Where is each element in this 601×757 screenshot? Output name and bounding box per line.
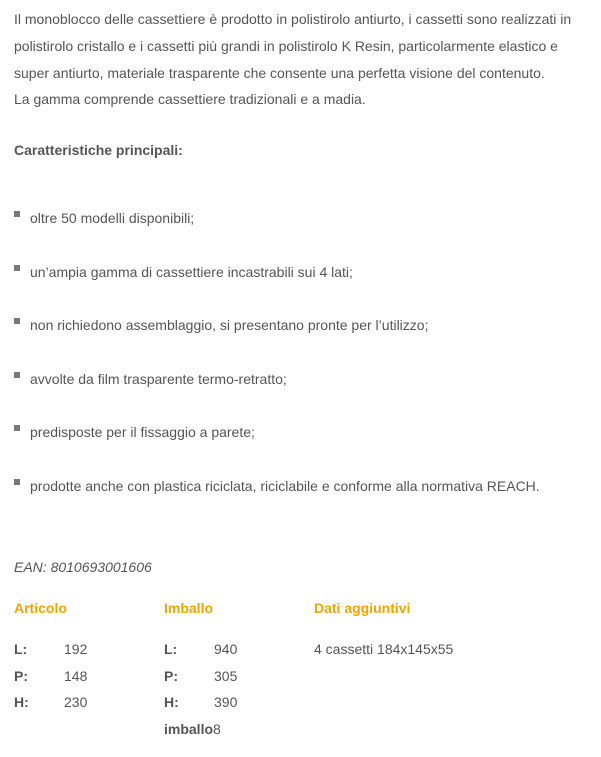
feature-text: non richiedono assemblaggio, si presentano pronte per l’utilizzo; <box>30 317 429 334</box>
dim-value: 390 <box>214 694 238 710</box>
dim-row <box>164 668 237 695</box>
dati-column <box>314 600 453 668</box>
imballo-qty-row <box>164 721 237 748</box>
features-list <box>14 207 540 529</box>
feature-text: oltre 50 modelli disponibili; <box>30 210 195 226</box>
imballo-column <box>164 600 237 747</box>
dim-value: 148 <box>64 667 88 684</box>
dim-label: H: <box>164 694 179 710</box>
imballo-qty-label: imballo <box>164 720 214 737</box>
dim-value: 230 <box>64 694 88 710</box>
intro-text-2: La gamma comprende cassettiere tradizionali e a madia. <box>14 91 366 108</box>
feature-text: avvolte da film trasparente termo-retratto; <box>30 370 287 387</box>
feature-text: un’ampia gamma di cassettiere incastrabili sui 4 lati; <box>30 263 353 280</box>
bullet-icon <box>14 372 20 378</box>
list-item <box>14 368 540 422</box>
dim-label: L: <box>164 641 178 657</box>
features-title: Caratteristiche principali: <box>14 142 183 158</box>
bullet-icon <box>14 211 20 217</box>
ean-code: EAN: 8010693001606 <box>14 559 152 575</box>
dim-row <box>14 668 87 695</box>
dim-row <box>14 694 87 721</box>
dim-row <box>14 641 87 668</box>
feature-text: predisposte per il fissaggio a parete; <box>30 424 255 441</box>
bullet-icon <box>14 479 20 485</box>
intro-paragraph <box>14 6 594 113</box>
bullet-icon <box>14 425 20 431</box>
dati-text: 4 cassetti 184x145x55 <box>314 641 454 657</box>
list-item <box>14 314 540 368</box>
list-item <box>14 207 540 261</box>
intro-text: Il monoblocco delle cassettiere è prodotto in polistirolo antiurto, i cassetti sono realizzati in polistirolo cristallo e i cassetti più grandi in polistirolo K Resin, particolarmente elastico e super antiurto, materiale trasparente che consente una perfetta visione del contenuto. <box>14 11 572 81</box>
dati-title: Dati aggiuntivi <box>314 600 411 616</box>
articolo-title: Articolo <box>14 600 67 616</box>
dim-value: 940 <box>214 641 238 657</box>
dim-row <box>164 641 237 668</box>
imballo-qty-value: 8 <box>213 720 221 737</box>
bullet-icon <box>14 265 20 271</box>
dim-label: P: <box>14 667 28 684</box>
imballo-title: Imballo <box>164 600 214 616</box>
dim-label: L: <box>14 641 28 657</box>
list-item <box>14 261 540 315</box>
feature-text: prodotte anche con plastica riciclata, riciclabile e conforme alla normativa REACH. <box>30 477 540 494</box>
dim-label: H: <box>14 694 29 710</box>
dim-value: 305 <box>214 667 238 684</box>
dim-row <box>164 694 237 721</box>
dim-value: 192 <box>64 641 88 657</box>
list-item <box>14 421 540 475</box>
articolo-column <box>14 600 87 721</box>
bullet-icon <box>14 318 20 324</box>
dim-label: P: <box>164 667 178 684</box>
list-item <box>14 475 540 529</box>
